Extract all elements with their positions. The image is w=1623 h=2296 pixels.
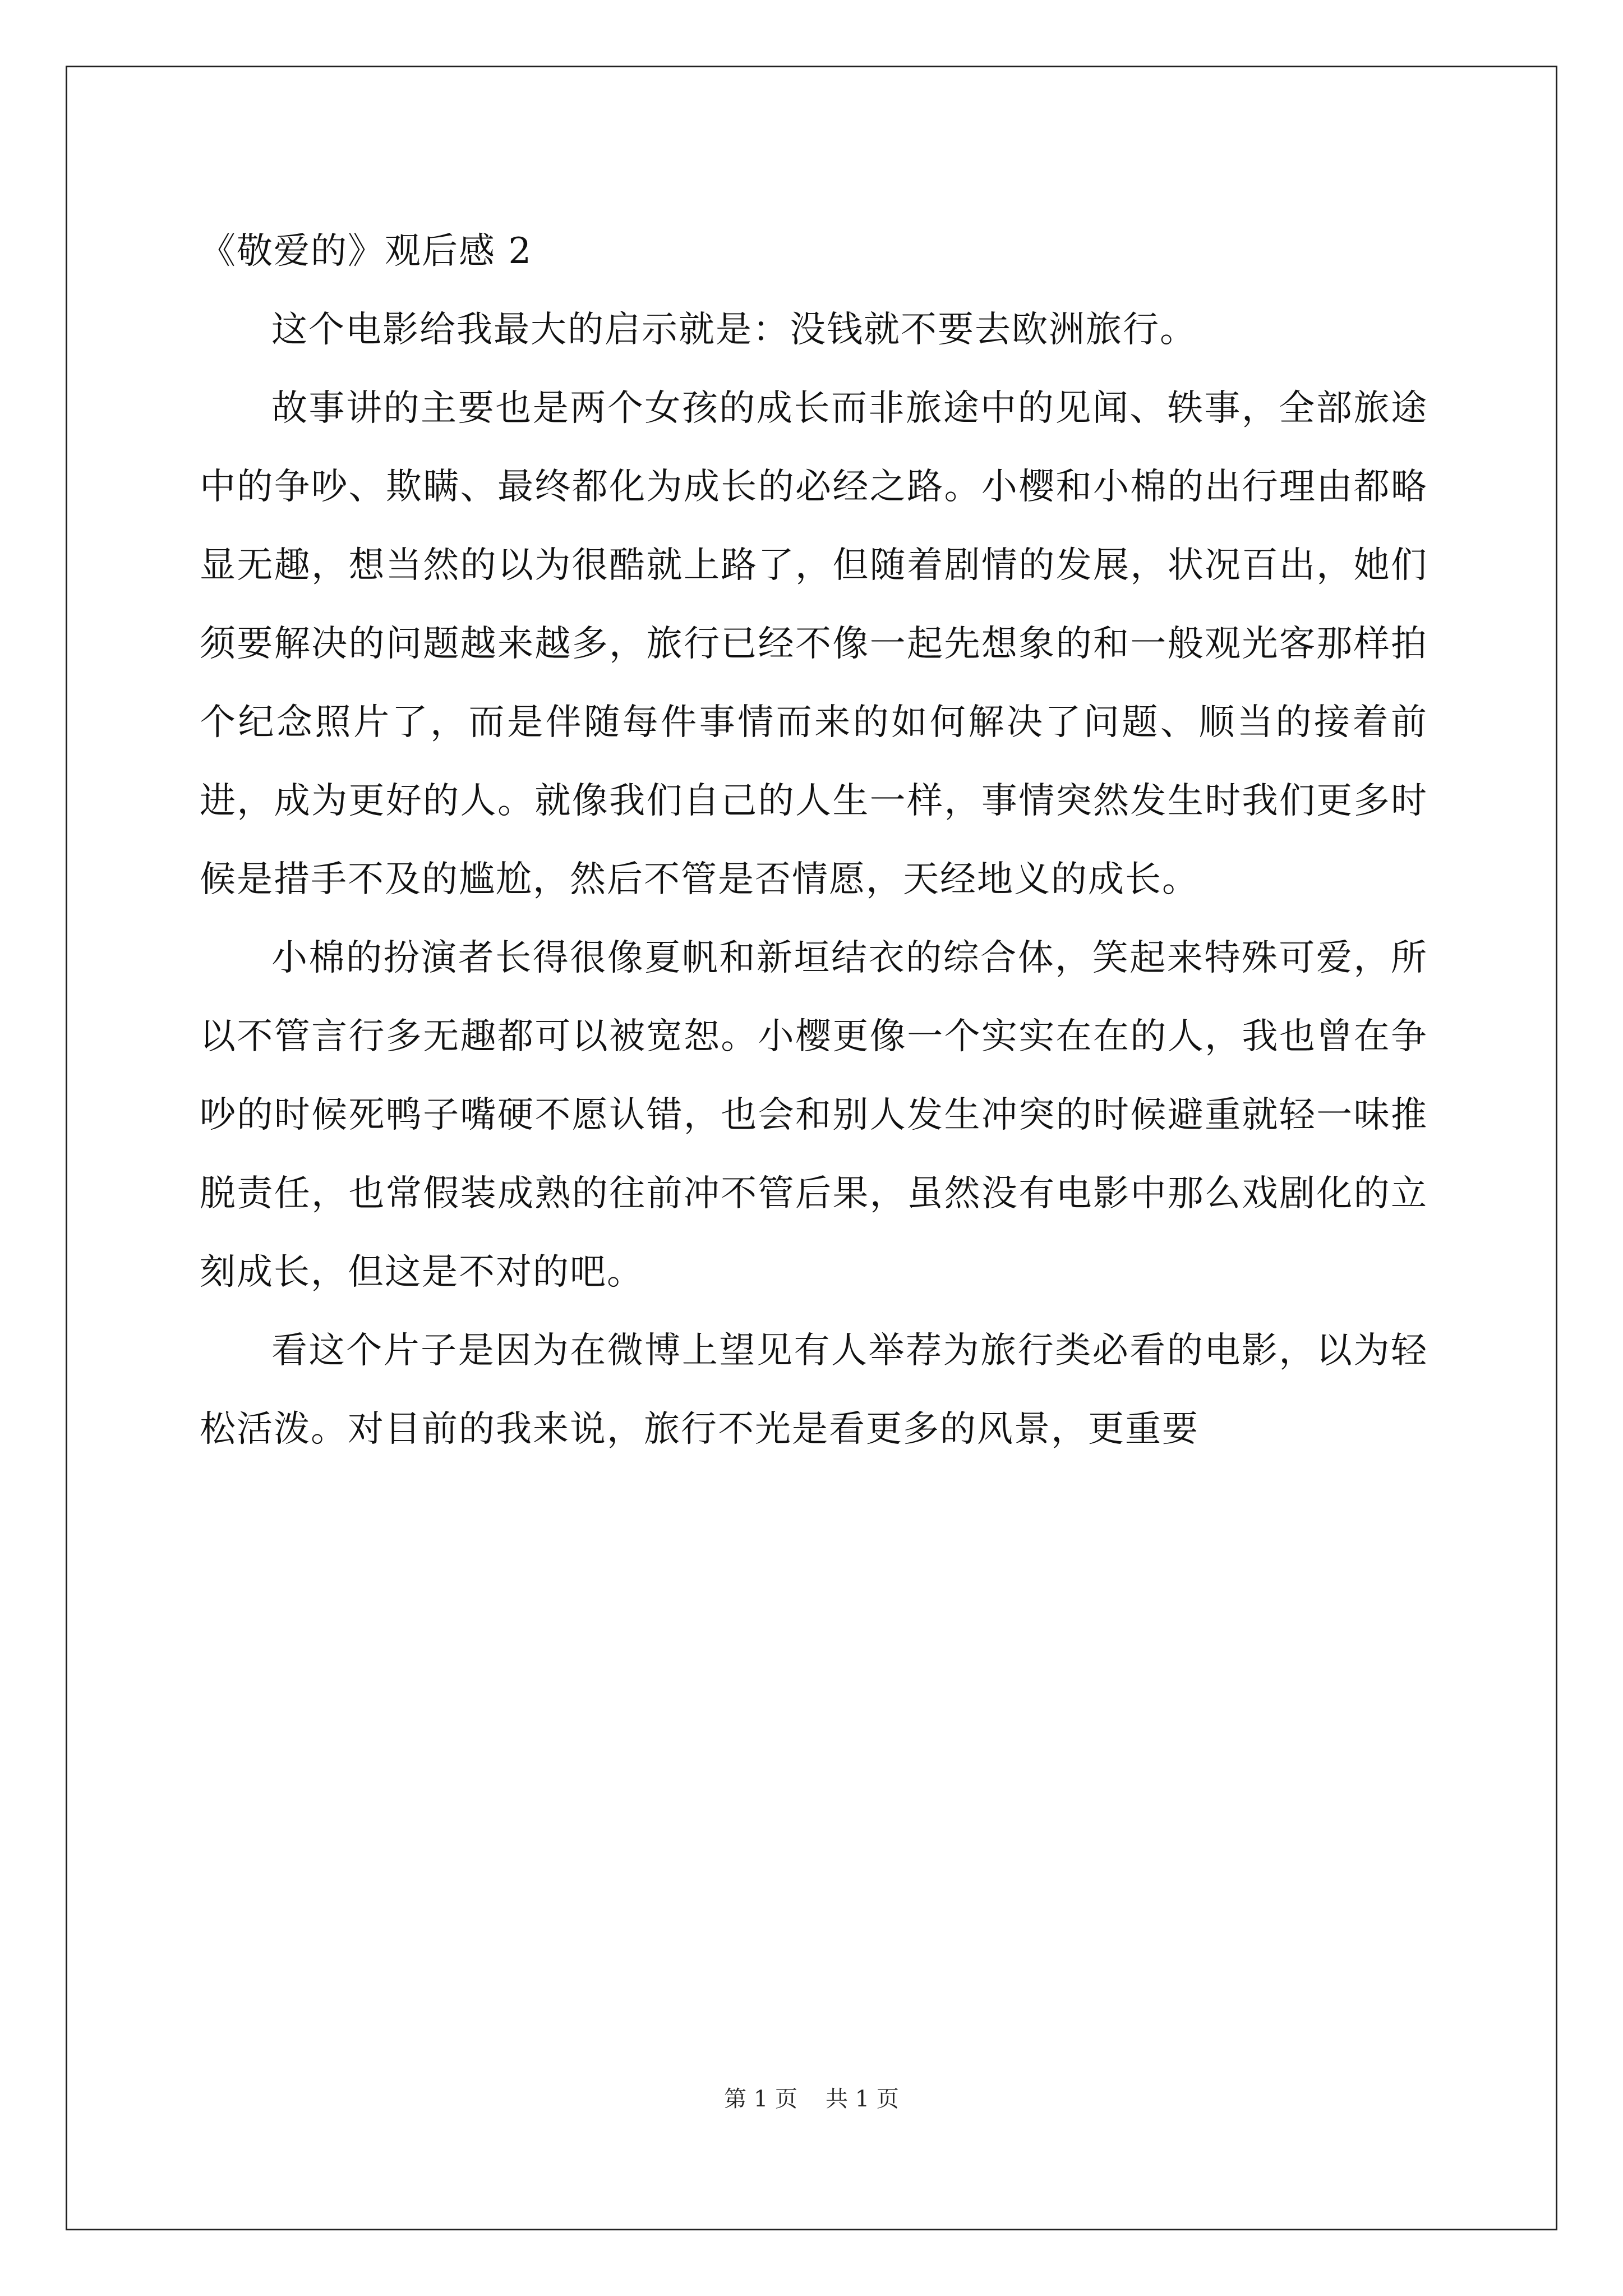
document-body (200, 212, 1428, 1469)
paragraph: 故事讲的主要也是两个女孩的成长而非旅途中的见闻、轶事，全部旅途中的争吵、欺瞒、最终都化为成长的必经之路。小樱和小棉的出行理由都略显无趣，想当然的以为很酷就上路了，但随着剧情的发展，状况百出，她们须要解决的问题越来越多，旅行已经不像一起先想象的和一般观光客那样拍个纪念照片了，而是伴随每件事情而来的如何解决了问题、顺当的接着前进，成为更好的人。就像我们自己的人生一样，事情突然发生时我们更多时候是措手不及的尴尬，然后不管是否情愿，天经地义的成长。 (200, 388, 1428, 900)
page-footer (0, 2081, 1623, 2113)
page-number: 第 1 页 (724, 2086, 797, 2112)
paragraph: 看这个片子是因为在微博上望见有人举荐为旅行类必看的电影，以为轻松活泼。对目前的我来说，旅行不光是看更多的风景，更重要 (200, 1330, 1428, 1450)
paragraph: 小棉的扮演者长得很像夏帆和新垣结衣的综合体，笑起来特殊可爱，所以不管言行多无趣都可以被宽恕。小樱更像一个实实在在的人，我也曾在争吵的时候死鸭子嘴硬不愿认错，也会和别人发生冲突的时候避重就轻一味推脱责任，也常假装成熟的往前冲不管后果，虽然没有电影中那么戏剧化的立刻成长，但这是不对的吧。 (200, 937, 1428, 1293)
page-total: 共 1 页 (826, 2086, 899, 2112)
document-title: 《敬爱的》观后感 2 (200, 231, 533, 272)
paragraph: 这个电影给我最大的启示就是：没钱就不要去欧洲旅行。 (271, 309, 1197, 351)
